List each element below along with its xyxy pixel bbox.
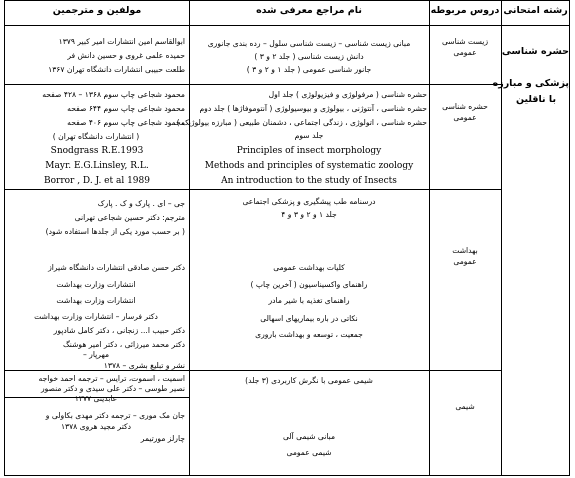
references-table: [4, 0, 570, 476]
column-divider: [501, 1, 502, 475]
author-item: دکتر حسن صادقی انتشارات دانشگاه شیراز: [48, 263, 185, 272]
author-item: دکتر فرسار – انتشارات وزارت بهداشت: [34, 312, 158, 321]
reference-item-en: Methods and principles of systematic zoology: [204, 161, 414, 171]
exam-field-title: حشره شناسی: [501, 46, 569, 57]
author-item: انتشارات وزارت بهداشت: [56, 296, 136, 305]
reference-item: کلیات بهداشت عمومی: [273, 263, 345, 272]
author-item: ابوالقاسم امین انتشارات امیر کبیر ۱۳۷۹: [58, 37, 185, 46]
reference-item: جلد سوم: [294, 131, 324, 140]
reference-item: جلد ۱ و ۲ و ۳ و ۴: [281, 210, 337, 219]
author-item-en: Borror , D. J. et al 1989: [43, 176, 150, 186]
reference-item: مبانی زیست شناسی – زیست شناسی سلول – رده بندی جانوری: [207, 39, 411, 48]
course-name: عمومی: [453, 48, 477, 57]
column-divider: [189, 1, 190, 475]
reference-item: حشره شناسی ( مرفولوژی و فیزیولوژی ) جلد اول: [268, 90, 427, 99]
reference-item: شیمی عمومی: [286, 448, 332, 457]
header-related-courses: دروس مربوطه: [430, 5, 500, 16]
author-item: طلعت حبیبی انتشارات دانشگاه تهران ۱۳۶۷: [48, 65, 185, 74]
author-item: نشر و تبلیغ بشری – ۱۳۷۸: [103, 361, 185, 370]
reference-item: راهنمای تغذیه با شیر مادر: [268, 296, 350, 305]
author-item: جان مک موری – ترجمه دکتر مهدی بکاولی و: [45, 411, 185, 420]
header-authors: مولفین و مترجمین: [52, 5, 142, 16]
header-references: نام مراجع معرفی شده: [256, 5, 362, 16]
reference-item-en: An introduction to the study of Insects: [221, 176, 397, 186]
course-name: عمومی: [453, 113, 477, 122]
reference-item: درسنامه طب پیشگیری و پزشکی اجتماعی: [242, 197, 376, 206]
author-item: دکتر محمد میرزائی ، دکتر امیر هوشنگ: [62, 340, 185, 349]
author-item: نصیر طوسی – دکتر علی سیدی و دکتر منصور: [40, 384, 185, 393]
reference-item-en: Principles of insect morphology: [236, 146, 382, 156]
author-item: اسمیت ، اسموت، ترایس – ترجمه احمد خواجه: [38, 374, 185, 383]
author-item: مترجم: دکتر حسین شجاعی تهرانی: [74, 213, 185, 222]
header-divider: [5, 25, 570, 26]
row-divider: [5, 189, 501, 190]
reference-item: مبانی شیمی آلی: [282, 432, 336, 441]
author-item: دکتر مجید هروی ۱۳۷۸: [60, 422, 132, 431]
course-name: حشره شناسی: [442, 102, 488, 111]
author-item: انتشارات وزارت بهداشت: [56, 280, 136, 289]
author-item-en: Mayr. E.G.Linsley, R.L.: [45, 161, 149, 171]
reference-item: شیمی عمومی با نگرش کاربردی (۳ جلد): [245, 376, 373, 385]
author-item: مهرپار –: [82, 350, 110, 359]
reference-item: راهنمای واکسیناسیون ( آخرین چاپ ): [250, 280, 368, 289]
reference-item: حشره شناسی ، اتولوژی ، زندگی اجتماعی ، دشمنان طبیعی ( مبارزه بیولوژیک ): [176, 118, 427, 127]
author-item: چارلز مورتیمر: [140, 434, 185, 443]
exam-field-subtitle: با ناقلین: [515, 94, 557, 105]
exam-field-subtitle: پزشکی و مبارزه: [492, 78, 569, 89]
author-item: دکتر حبیب ا... زنجانی ، دکتر کامل شادپور: [53, 326, 185, 335]
course-name: بهداشت: [452, 246, 478, 255]
reference-item: جمعیت ، توسعه و بهداشت باروری: [255, 330, 363, 339]
author-item: جی – ای . پارک و ک . پارک: [97, 199, 185, 208]
author-item: عابدینی ۱۳۷۷: [74, 394, 118, 403]
course-name: عمومی: [453, 257, 477, 266]
reference-item: دانش زیست شناسی ( جلد ۲ و ۳ ): [254, 52, 364, 61]
author-item: ( بر حسب مورد یکی از جلدها استفاده شود): [45, 227, 185, 236]
author-item: ( انتشارات دانشگاه تهران ): [52, 132, 140, 141]
reference-item: نکاتی در باره بیماریهای اسهالی: [260, 314, 358, 323]
author-item: محمود شجاعی چاپ سوم ۱۳۶۸ – ۴۲۸ صفحه: [42, 90, 185, 99]
column-divider: [429, 1, 430, 475]
course-name: زیست شناسی: [441, 37, 489, 46]
reference-item: جانور شناسی عمومی ( جلد ۱ و ۲ و ۳ ): [246, 65, 372, 74]
row-divider: [5, 84, 501, 85]
author-item: محمود شجاعی چاپ سوم ۴۰۶ صفحه: [67, 118, 185, 127]
reference-item: حشره شناسی ، آنتوژنی ، بیولوژی و بیوسیولوژی ( آنتوموفاژها ) جلد دوم: [199, 104, 427, 113]
header-exam-field: رشته امتحانی: [503, 5, 568, 16]
author-item-en: Snodgrass R.E.1993: [50, 146, 144, 156]
author-item: حمیده علمی غروی و حسین دانش فر: [67, 51, 185, 60]
course-name: شیمی: [455, 402, 475, 411]
author-item: محمود شجاعی چاپ سوم ۶۴۴ صفحه: [67, 104, 185, 113]
